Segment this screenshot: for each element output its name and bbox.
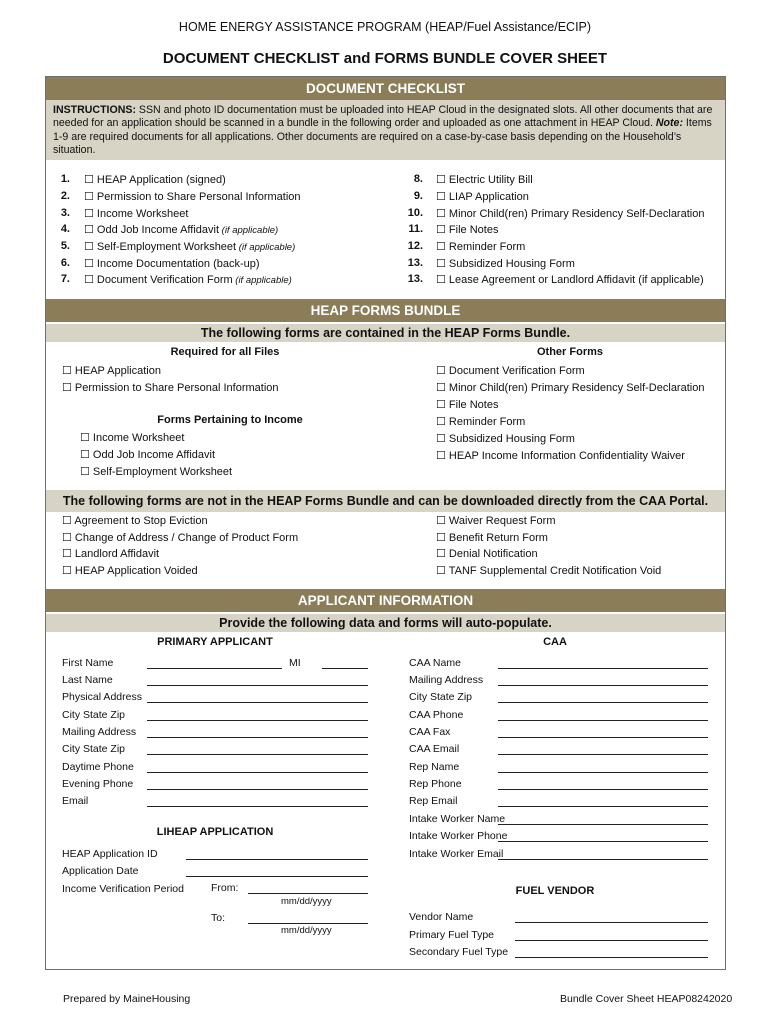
- checklist-item-label: LIAP Application: [448, 191, 529, 203]
- checklist-number: 5.: [60, 240, 70, 252]
- other-form-item-label: HEAP Income Information Confidentiality Waiver: [448, 450, 685, 462]
- checklist-number: 11.: [408, 223, 423, 235]
- portal-form-item-label: Change of Address / Change of Product Form: [74, 531, 299, 544]
- from-label: From:: [211, 882, 239, 894]
- checklist-item[interactable]: [84, 240, 295, 253]
- portal-form-item-label: Agreement to Stop Eviction: [74, 515, 208, 527]
- checklist-item-label: Electric Utility Bill: [448, 174, 533, 186]
- checklist-number: 9.: [413, 190, 423, 202]
- primary-field-input[interactable]: [147, 789, 368, 790]
- caa-field-label: Rep Email: [409, 795, 458, 807]
- checklist-item[interactable]: [436, 273, 704, 286]
- caa-field-label: Mailing Address: [409, 674, 484, 686]
- primary-applicant-head: PRIMARY APPLICANT: [157, 636, 273, 648]
- caa-field-label: Intake Worker Phone: [409, 830, 508, 842]
- checklist-number: 3.: [60, 207, 70, 219]
- caa-field-input[interactable]: [498, 789, 708, 790]
- program-title: HOME ENERGY ASSISTANCE PROGRAM (HEAP/Fuel Assistance/ECIP): [178, 20, 592, 34]
- checkbox-icon[interactable]: ☐: [62, 564, 75, 577]
- heap-application-id-input[interactable]: [186, 859, 368, 860]
- checklist-item[interactable]: [436, 207, 704, 220]
- checklist-number: 12.: [407, 240, 423, 252]
- primary-field-label: Physical Address: [62, 691, 142, 703]
- checklist-number: 4.: [60, 223, 70, 235]
- checklist-number: 10.: [407, 207, 423, 219]
- checkbox-icon[interactable]: ☐: [436, 241, 449, 253]
- applicant-subheading: Provide the following data and forms will auto-populate.: [46, 614, 725, 632]
- other-form-item[interactable]: [436, 381, 704, 394]
- checklist-item[interactable]: [84, 273, 292, 286]
- checkbox-icon[interactable]: ☐: [436, 416, 449, 428]
- checklist-item-label: Minor Child(ren) Primary Residency Self-Declaration: [448, 208, 705, 220]
- bundle-heading: HEAP FORMS BUNDLE: [46, 299, 725, 322]
- checkbox-icon[interactable]: ☐: [62, 382, 75, 394]
- caa-field-input[interactable]: [498, 737, 708, 738]
- primary-field-input[interactable]: [147, 806, 368, 807]
- caa-field-input[interactable]: [498, 668, 708, 669]
- checkbox-icon[interactable]: ☐: [436, 433, 449, 445]
- caa-field-input[interactable]: [498, 824, 708, 825]
- caa-field-label: City State Zip: [409, 691, 473, 703]
- fuel-field-label: Primary Fuel Type: [409, 929, 494, 941]
- checkbox-icon[interactable]: ☐: [436, 548, 449, 560]
- other-forms-head: Other Forms: [536, 346, 603, 358]
- from-date-hint: mm/dd/yyyy: [281, 896, 332, 907]
- checklist-item-note: (if applicable): [232, 275, 292, 286]
- checkbox-icon[interactable]: ☐: [62, 548, 75, 560]
- footer-form-id: Bundle Cover Sheet HEAP08242020: [560, 993, 733, 1005]
- liheap-field-label: HEAP Application ID: [62, 848, 158, 860]
- income-form-item[interactable]: [80, 448, 215, 461]
- other-form-item-label: Minor Child(ren) Primary Residency Self-Declaration: [448, 382, 705, 394]
- checklist-item-label: Income Documentation (back-up): [96, 258, 260, 270]
- checklist-item-label: Self-Employment Worksheet: [96, 241, 237, 253]
- other-form-item[interactable]: [436, 415, 525, 428]
- required-form-item[interactable]: [62, 381, 279, 394]
- caa-field-label: Intake Worker Name: [409, 813, 506, 825]
- checkbox-icon[interactable]: ☐: [84, 241, 97, 253]
- caa-field-label: Rep Phone: [409, 778, 462, 790]
- caa-field-label: CAA Name: [409, 657, 461, 669]
- other-form-item[interactable]: [436, 364, 585, 377]
- checklist-number: 1.: [60, 173, 70, 185]
- checkbox-icon[interactable]: ☐: [436, 365, 449, 377]
- checklist-number: 8.: [413, 173, 423, 185]
- checkbox-icon[interactable]: ☐: [80, 432, 93, 444]
- primary-field-label: City State Zip: [62, 743, 126, 755]
- portal-form-item-label: HEAP Application Voided: [74, 564, 198, 577]
- liheap-field-label: Application Date: [62, 865, 139, 877]
- primary-field-label: Daytime Phone: [62, 761, 134, 773]
- bundle-subheading: The following forms are contained in the HEAP Forms Bundle.: [46, 324, 725, 342]
- instructions: [46, 100, 725, 160]
- instructions-label: INSTRUCTIONS:: [53, 104, 136, 116]
- other-form-item-label: File Notes: [448, 399, 499, 411]
- portal-form-item-label: TANF Supplemental Credit Notification Void: [448, 564, 662, 577]
- note-label: Note:: [655, 117, 683, 130]
- caa-field-input[interactable]: [498, 841, 708, 842]
- caa-field-label: Intake Worker Email: [409, 848, 504, 860]
- primary-field-label: Email: [62, 795, 89, 807]
- checkbox-icon[interactable]: ☐: [436, 174, 449, 186]
- checklist-item-label: Lease Agreement or Landlord Affidavit (if applicable): [448, 274, 704, 286]
- checklist-item-label: Document Verification Form: [96, 274, 233, 286]
- income-form-item[interactable]: [80, 431, 184, 444]
- checklist-number: 7.: [60, 273, 70, 285]
- primary-field-input[interactable]: [147, 702, 368, 703]
- checklist-item[interactable]: [84, 173, 226, 186]
- applicant-heading: APPLICANT INFORMATION: [46, 589, 725, 612]
- checklist-item[interactable]: [84, 190, 301, 203]
- fuel-field-input[interactable]: [515, 922, 708, 923]
- primary-field-input[interactable]: [147, 685, 368, 686]
- income-form-item-label: Self-Employment Worksheet: [92, 466, 233, 478]
- portal-form-item[interactable]: [62, 547, 159, 560]
- checkbox-icon[interactable]: ☐: [84, 174, 97, 186]
- checkbox-icon[interactable]: ☐: [436, 450, 449, 462]
- primary-field-label: Mailing Address: [62, 726, 137, 738]
- portal-form-item[interactable]: [436, 531, 548, 544]
- checklist-number: 13.: [407, 257, 423, 269]
- required-head: Required for all Files: [170, 346, 280, 358]
- checklist-item[interactable]: [436, 257, 575, 270]
- checkbox-icon[interactable]: ☐: [84, 274, 97, 286]
- instructions-text-b: Items 1-9 are required documents for all applications. Other documents are required on a case-by-case basis depending on the Household’s situation.: [53, 117, 712, 157]
- caa-field-label: CAA Email: [409, 743, 460, 755]
- primary-field-input[interactable]: [147, 772, 368, 773]
- fuel-field-input[interactable]: [515, 940, 708, 941]
- other-form-item-label: Document Verification Form: [448, 365, 585, 377]
- checkbox-icon[interactable]: ☐: [62, 515, 75, 527]
- checkbox-icon[interactable]: ☐: [436, 515, 449, 527]
- mi-input[interactable]: [322, 668, 368, 669]
- liheap-field-label: Income Verification Period: [62, 883, 184, 895]
- caa-field-label: CAA Fax: [409, 726, 451, 738]
- fuel-vendor-head: FUEL VENDOR: [515, 885, 595, 897]
- primary-field-input[interactable]: [147, 720, 368, 721]
- primary-field-label: Last Name: [62, 674, 113, 686]
- checklist-item[interactable]: [436, 190, 529, 203]
- portal-heading: The following forms are not in the HEAP Forms Bundle and can be downloaded directly from the CAA Portal.: [46, 490, 725, 512]
- fuel-field-label: Secondary Fuel Type: [409, 946, 509, 958]
- checklist-number: 6.: [60, 257, 70, 269]
- portal-form-item-label: Landlord Affidavit: [74, 548, 160, 560]
- caa-field-input[interactable]: [498, 720, 708, 721]
- income-period-from-input[interactable]: [248, 893, 368, 894]
- footer-prepared-by: Prepared by MaineHousing: [63, 993, 191, 1005]
- fuel-field-label: Vendor Name: [409, 911, 474, 923]
- checklist-heading: DOCUMENT CHECKLIST: [46, 77, 725, 100]
- checkbox-icon[interactable]: ☐: [80, 466, 93, 478]
- portal-form-item[interactable]: [436, 514, 555, 527]
- fuel-field-input[interactable]: [515, 957, 708, 958]
- portal-form-item-label: Waiver Request Form: [448, 515, 556, 527]
- primary-field-label: Evening Phone: [62, 778, 134, 790]
- checklist-item[interactable]: [84, 257, 260, 270]
- page-title: DOCUMENT CHECKLIST and FORMS BUNDLE COVER SHEET: [162, 50, 608, 67]
- caa-field-input[interactable]: [498, 754, 708, 755]
- checklist-item-note: (if applicable): [219, 225, 279, 236]
- caa-field-input[interactable]: [498, 685, 708, 686]
- primary-field-input[interactable]: [147, 754, 368, 755]
- income-form-item-label: Income Worksheet: [92, 432, 185, 444]
- portal-form-item[interactable]: [436, 564, 661, 577]
- checkbox-icon[interactable]: ☐: [436, 531, 449, 544]
- caa-field-input[interactable]: [498, 702, 708, 703]
- liheap-head: LIHEAP APPLICATION: [156, 826, 274, 838]
- checkbox-icon[interactable]: ☐: [436, 382, 449, 394]
- checklist-item[interactable]: [84, 223, 278, 236]
- primary-field-label: City State Zip: [62, 709, 126, 721]
- checklist-item[interactable]: [436, 240, 525, 253]
- required-form-item-label: HEAP Application: [74, 365, 161, 377]
- income-period-to-input[interactable]: [248, 923, 368, 924]
- portal-form-item[interactable]: [62, 564, 198, 577]
- checkbox-icon[interactable]: ☐: [62, 531, 75, 544]
- checkbox-icon[interactable]: ☐: [62, 365, 75, 377]
- required-form-item[interactable]: [62, 364, 161, 377]
- application-date-input[interactable]: [186, 876, 368, 877]
- checklist-number: 2.: [60, 190, 70, 202]
- required-form-item-label: Permission to Share Personal Information: [74, 382, 279, 394]
- caa-field-input[interactable]: [498, 859, 708, 860]
- checkbox-icon[interactable]: ☐: [80, 449, 93, 461]
- checkbox-icon[interactable]: ☐: [436, 208, 449, 220]
- checkbox-icon[interactable]: ☐: [436, 564, 449, 577]
- caa-field-input[interactable]: [498, 806, 708, 807]
- caa-head: CAA: [543, 636, 567, 648]
- other-form-item[interactable]: [436, 398, 498, 411]
- checklist-item-label: File Notes: [448, 224, 499, 236]
- portal-form-item-label: Benefit Return Form: [448, 531, 548, 544]
- checkbox-icon[interactable]: ☐: [436, 399, 449, 411]
- first-name-input[interactable]: [147, 668, 282, 669]
- checklist-item-label: Permission to Share Personal Information: [96, 191, 301, 203]
- checkbox-icon[interactable]: ☐: [436, 191, 449, 203]
- checklist-item-label: Subsidized Housing Form: [448, 258, 575, 270]
- income-form-item[interactable]: [80, 465, 232, 478]
- checklist-item[interactable]: [436, 223, 498, 236]
- portal-form-item[interactable]: [62, 514, 208, 527]
- other-form-item-label: Subsidized Housing Form: [448, 433, 575, 445]
- caa-field-label: CAA Phone: [409, 709, 464, 721]
- instructions-text-a: SSN and photo ID documentation must be uploaded into HEAP Cloud in the designated slots. All other documents that are needed for an application should be scanned in a bundle in the following order and uploaded as one attachment in HEAP Cloud.: [53, 104, 713, 130]
- other-form-item[interactable]: [436, 449, 685, 462]
- checklist-item-label: Odd Job Income Affidavit: [96, 224, 220, 236]
- checkbox-icon[interactable]: ☐: [84, 258, 97, 270]
- to-date-hint: mm/dd/yyyy: [281, 925, 332, 936]
- portal-form-item-label: Denial Notification: [448, 548, 538, 560]
- checkbox-icon[interactable]: ☐: [84, 191, 97, 203]
- checklist-item-label: HEAP Application (signed): [96, 174, 226, 186]
- first-name-label: First Name: [62, 657, 114, 669]
- caa-field-input[interactable]: [498, 772, 708, 773]
- checkbox-icon[interactable]: ☐: [436, 274, 449, 286]
- checklist-item[interactable]: [436, 173, 533, 186]
- checkbox-icon[interactable]: ☐: [84, 208, 97, 220]
- checklist-item-label: Income Worksheet: [96, 208, 189, 220]
- mi-label: MI: [289, 657, 301, 669]
- to-label: To:: [211, 912, 226, 924]
- checklist-item-label: Reminder Form: [448, 241, 526, 253]
- primary-field-input[interactable]: [147, 737, 368, 738]
- income-head: Forms Pertaining to Income: [157, 414, 303, 426]
- income-form-item-label: Odd Job Income Affidavit: [92, 449, 216, 461]
- caa-field-label: Rep Name: [409, 761, 460, 773]
- checklist-number: 13.: [407, 273, 423, 285]
- checklist-item[interactable]: [84, 207, 188, 220]
- other-form-item-label: Reminder Form: [448, 416, 526, 428]
- portal-form-item[interactable]: [62, 531, 298, 544]
- checkbox-icon[interactable]: ☐: [436, 224, 449, 236]
- checkbox-icon[interactable]: ☐: [84, 224, 97, 236]
- checkbox-icon[interactable]: ☐: [436, 258, 449, 270]
- portal-form-item[interactable]: [436, 547, 538, 560]
- other-form-item[interactable]: [436, 432, 575, 445]
- checklist-item-note: (if applicable): [236, 242, 296, 253]
